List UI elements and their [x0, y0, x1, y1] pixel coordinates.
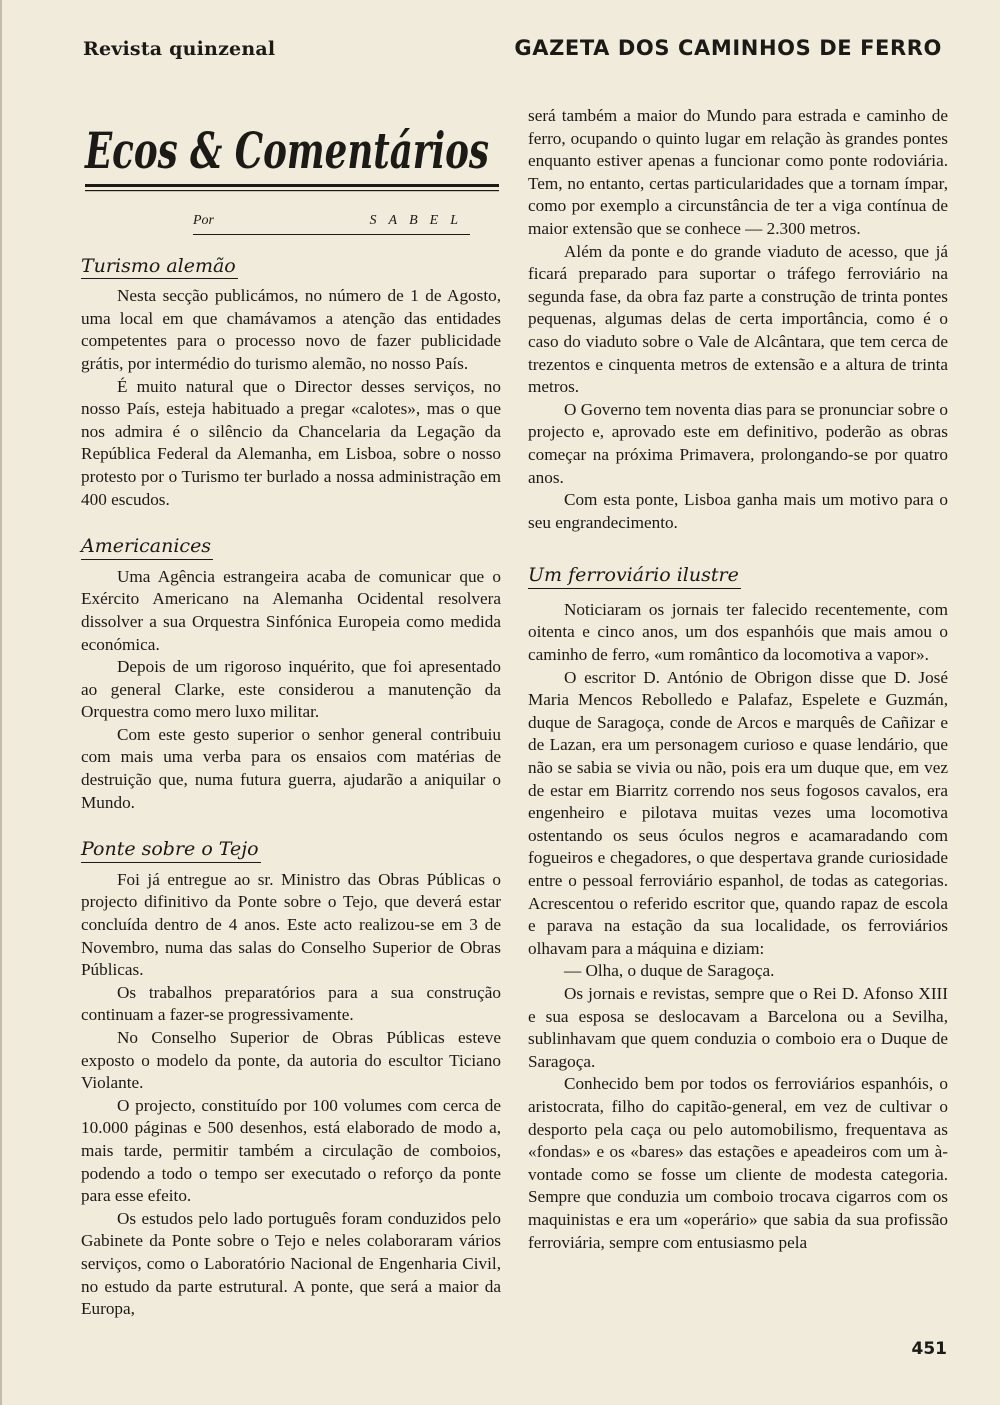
article-heading: Ponte sobre o Tejo	[81, 838, 261, 863]
paragraph: Nesta secção publicámos, no número de 1 de Agosto, uma local em que chamávamos a atenção das entidades competentes para o processo novo de fazer publicidade grátis, por intermédio do turismo alemão, no nosso País.	[81, 286, 501, 373]
paragraph: O Governo tem noventa dias para se pronunciar sobre o projecto e, aprovado este em definitivo, poderão as obras começar na próxima Primavera, prolongando-se por quatro anos.	[528, 399, 948, 487]
article-continuation	[528, 105, 948, 534]
paragraph: Noticiaram os jornais ter falecido recentemente, com oitenta e cinco anos, um dos espanhóis que mais amou o caminho de ferro, «um romântico da locomotiva a vapor».	[528, 599, 948, 665]
paragraph: Com esta ponte, Lisboa ganha mais um motivo para o seu engrandecimento.	[528, 490, 948, 532]
paragraph: O escritor D. António de Obrigon disse que D. José Maria Mencos Rebolledo e Palafaz, Espelete e Guzmán, duque de Saragoça, conde de Arcos e marquês de Cañizar e de Lazan, era um personagem curioso e quase lendário, que não se sabia se vivia ou não, pois era um duque que, em vez de estar em Biarritz correndo nos seus fogosos cavalos, era engenheiro e pilotava muitas vezes uma locomotiva ostentando os seus óculos negros e acamaradando com fogueiros e chegadores, o que despertava grande curiosidade entre o pessoal ferroviário espanhol, de todas as categorias. Acrescentou o referido escritor que, quando rapaz de escola e parava na estação da sua localidade, os ferroviários olhavam para a máquina e diziam:	[528, 667, 948, 958]
byline-author: SABEL	[369, 213, 470, 228]
article-heading: Turismo alemão	[81, 255, 238, 280]
paragraph: Depois de um rigoroso inquérito, que foi apresentado ao general Clarke, este considerou a manutenção da Orquestra como mero luxo militar.	[81, 657, 501, 722]
paragraph: será também a maior do Mundo para estrada e caminho de ferro, ocupando o quinto lugar em relação às grandes pontes enquanto estiver apenas a funcionar como ponte rodoviária. Tem, no entanto, certas particularidades que a tornam ímpar, como por exemplo a circunstância de ter a viga contínua de maior extensão que se conhece — 2.300 metros.	[528, 106, 948, 238]
publication-title: GAZETA DOS CAMINHOS DE FERRO	[514, 36, 942, 60]
masthead-rule	[85, 184, 499, 187]
paragraph: Foi já entregue ao sr. Ministro das Obras Públicas o projecto difinitivo da Ponte sobre o Tejo, que deverá estar concluída dentro de 4 anos. Este acto realizou-se em 3 de Novembro, numa das salas do Conselho Superior de Obras Públicas.	[81, 869, 501, 980]
paragraph: Os jornais e revistas, sempre que o Rei D. Afonso XIII e sua esposa se deslocavam a Barcelona ou a Sevilha, sublinhavam que quem conduzia o comboio era o Duque de Saragoça.	[528, 983, 948, 1071]
byline	[193, 210, 470, 235]
article-americanices	[81, 535, 501, 814]
paragraph: Com este gesto superior o senhor general contribuiu com mais uma verba para os ensaios com matérias de destruição que, numa futura guerra, ajudarão a aniquilar o Mundo.	[81, 724, 501, 812]
paragraph: — Olha, o duque de Saragoça.	[564, 961, 775, 981]
article-heading: Americanices	[81, 535, 213, 560]
page-number: 451	[911, 1339, 947, 1359]
page-edge-shadow	[0, 0, 2, 1405]
paragraph: Uma Agência estrangeira acaba de comunicar que o Exército Americano na Alemanha Ocidental resolvera dissolver a sua Orquestra Sinfónica Europeia como medida económica.	[81, 566, 501, 654]
byline-prefix: Por	[193, 213, 214, 228]
masthead-title-art	[81, 100, 501, 200]
masthead-title: Ecos & Comentários	[83, 121, 489, 180]
paragraph: Os estudos pelo lado português foram conduzidos pelo Gabinete da Ponte sobre o Tejo e neles colaboraram vários serviços, como o Laboratório Nacional de Engenharia Civil, no estudo da parte estrutural. A ponte, que será a maior da Europa,	[81, 1208, 501, 1319]
article-body	[81, 566, 501, 815]
masthead-rule-thin	[85, 190, 499, 191]
article-turismo-alemao	[81, 255, 501, 512]
left-column	[81, 100, 501, 1321]
article-um-ferroviario-ilustre	[528, 564, 948, 1254]
publication-frequency: Revista quinzenal	[83, 38, 276, 60]
paragraph: É muito natural que o Director desses serviços, no nosso País, esteja habituado a pregar «calotes», mas o que nos admira é o silêncio da Chancelaria da Legação da República Federal da Alemanha, em Lisboa, sobre o nosso protesto por o Turismo ter burlado a nossa administração em 400 escudos.	[81, 376, 501, 509]
paragraph: No Conselho Superior de Obras Públicas esteve exposto o modelo da ponte, da autoria do escultor Ticiano Violante.	[81, 1028, 501, 1093]
article-heading: Um ferroviário ilustre	[528, 564, 741, 589]
paragraph: Além da ponte e do grande viaduto de acesso, que já ficará preparado para suportar o tráfego ferroviário na segunda fase, da obra faz parte a construção de trinta pontes pequenas, algumas delas de certa importância, como é o caso do viaduto sobre o Vale de Alcântara, que tem cerca de trezentos e cinquenta metros de extensão e a altura de trinta metros.	[528, 241, 948, 397]
article-body	[81, 285, 501, 511]
paragraph: Os trabalhos preparatórios para a sua construção continuam a fazer-se progressivamente.	[81, 982, 501, 1025]
article-ponte-sobre-o-tejo	[81, 838, 501, 1320]
section-masthead	[81, 100, 501, 200]
paragraph: O projecto, constituído por 100 volumes com cerca de 10.000 páginas e 500 desenhos, está elaborado de modo a, mais tarde, permitir também a circulação de comboios, podendo a todo o tempo ser executado o reforço da ponte para esse efeito.	[81, 1095, 501, 1206]
right-column	[528, 105, 948, 1254]
article-body	[81, 869, 501, 1321]
article-body	[528, 599, 948, 1254]
paragraph: Conhecido bem por todos os ferroviários espanhóis, o aristocrata, filho do capitão-general, em vez de cultivar o desporto pela caça ou pelo automobilismo, frequentava as «fondas» e os «bares» das estações e apeadeiros com um à-vontade como se fosse um cliente de modesta categoria. Sempre que conduzia um comboio trocava cigarros com os maquinistas e era um «operário» que sabia da sua profissão ferroviária, sempre com entusiasmo pela	[528, 1074, 948, 1252]
